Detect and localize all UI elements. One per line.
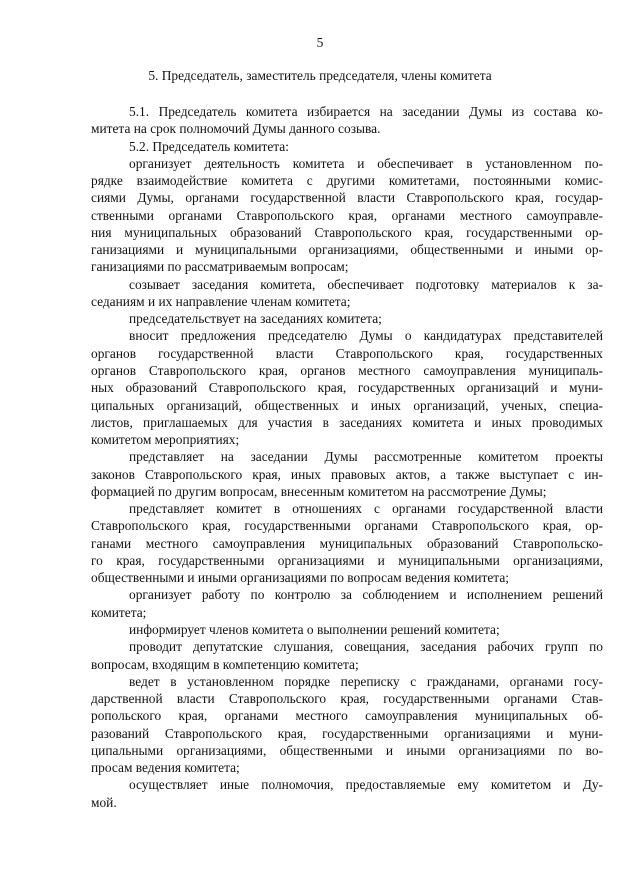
- text-line: вносит предложения председателю Думы о кандидатурах представителей: [129, 328, 603, 344]
- text-line: созывает заседания комитета, обеспечивает подготовку материалов к за-: [129, 276, 603, 292]
- text-line: осуществляет иные полномочия, предоставляемые ему комитетом и Ду-: [129, 777, 603, 793]
- text-line: законов Ставропольского края, иных правовых актов, а также выступает с ин-: [91, 466, 603, 482]
- paragraph: [91, 103, 603, 138]
- text-line: сиями Думы, органами государственной власти Ставропольского края, государ-: [91, 190, 603, 206]
- text-line: комитета;: [91, 604, 147, 620]
- text-line: ганизациями по рассматриваемым вопросам;: [91, 259, 349, 275]
- text-line: го края, государственными организациями и муниципальными организациями,: [91, 552, 603, 568]
- text-line: просам ведения комитета;: [91, 760, 240, 776]
- text-line: ственными органами Ставропольского края, органами местного самоуправле-: [91, 207, 603, 223]
- paragraph: [91, 500, 603, 586]
- paragraph: [91, 638, 603, 673]
- text-line: мой.: [91, 794, 117, 810]
- text-line: ных образований Ставропольского края, государственных организаций и муни-: [91, 380, 603, 396]
- text-line: рядке взаимодействие комитета с другими комитетами, постоянными комис-: [91, 173, 603, 189]
- text-line: организует деятельность комитета и обеспечивает в установленном по-: [129, 155, 603, 171]
- text-line: ния муниципальных образований Ставропольского края, государственными ор-: [91, 224, 603, 240]
- text-line: ропольского края, органами местного самоуправления муниципальных об-: [91, 708, 603, 724]
- text-line: организует работу по контролю за соблюдением и исполнением решений: [129, 587, 603, 603]
- paragraph: [91, 138, 603, 155]
- text-line: представляет на заседании Думы рассмотренные комитетом проекты: [129, 449, 603, 465]
- page-number: 5: [316, 35, 324, 50]
- text-line: председательствует на заседаниях комитета;: [129, 311, 382, 327]
- paragraph: [91, 310, 603, 327]
- text-line: вопросам, входящим в компетенцию комитета;: [91, 656, 359, 672]
- text-line: ганами местного самоуправления муниципальных образований Ставропольско-: [91, 535, 603, 551]
- text-line: информирует членов комитета о выполнении решений комитета;: [129, 621, 500, 637]
- text-line: листов, приглашаемых для участия в заседаниях комитета и иных проводимых: [91, 414, 603, 430]
- paragraph: [91, 155, 603, 276]
- paragraph: [91, 448, 603, 500]
- text-line: ципальными организациями, общественными и иными организациями по во-: [91, 742, 603, 758]
- text-line: Ставропольского края, государственными органами Ставропольского края, ор-: [91, 518, 603, 534]
- paragraph: [91, 327, 603, 448]
- paragraph: [91, 621, 603, 638]
- text-line: ципальных организаций, общественных и иных организаций, ученых, специа-: [91, 397, 603, 413]
- text-line: представляет комитет в отношениях с органами государственной власти: [129, 501, 603, 517]
- paragraph: [91, 276, 603, 311]
- text-line: 5.2. Председатель комитета:: [129, 138, 289, 154]
- paragraph: [91, 673, 603, 777]
- text-line: седаниям и их направление членам комитета;: [91, 293, 351, 309]
- text-line: общественными и иными организациями по вопросам ведения комитета;: [91, 570, 509, 586]
- text-line: комитетом мероприятиях;: [91, 432, 240, 448]
- text-line: органов Ставропольского края, органов местного самоуправления муниципаль-: [91, 362, 603, 378]
- section-heading: 5. Председатель, заместитель председателя, члены комитета: [148, 68, 492, 83]
- text-line: митета на срок полномочий Думы данного созыва.: [91, 121, 381, 137]
- text-line: органов государственной власти Ставропольского края, государственных: [91, 345, 603, 361]
- text-line: ведет в установленном порядке переписку с гражданами, органами госу-: [129, 673, 603, 689]
- text-line: ганизациями и муниципальными организациями, общественными и иными ор-: [91, 242, 603, 258]
- body-text: [91, 103, 603, 811]
- text-line: 5.1. Председатель комитета избирается на заседании Думы из состава ко-: [129, 104, 603, 119]
- text-line: дарственной власти Ставропольского края, государственными органами Став-: [91, 691, 603, 707]
- text-line: формацией по другим вопросам, внесенным комитетом на рассмотрение Думы;: [91, 483, 547, 499]
- text-line: разований Ставропольского края, государственными организациями и муни-: [91, 725, 603, 741]
- paragraph: [91, 586, 603, 621]
- text-line: проводит депутатские слушания, совещания, заседания рабочих групп по: [129, 639, 603, 655]
- paragraph: [91, 776, 603, 811]
